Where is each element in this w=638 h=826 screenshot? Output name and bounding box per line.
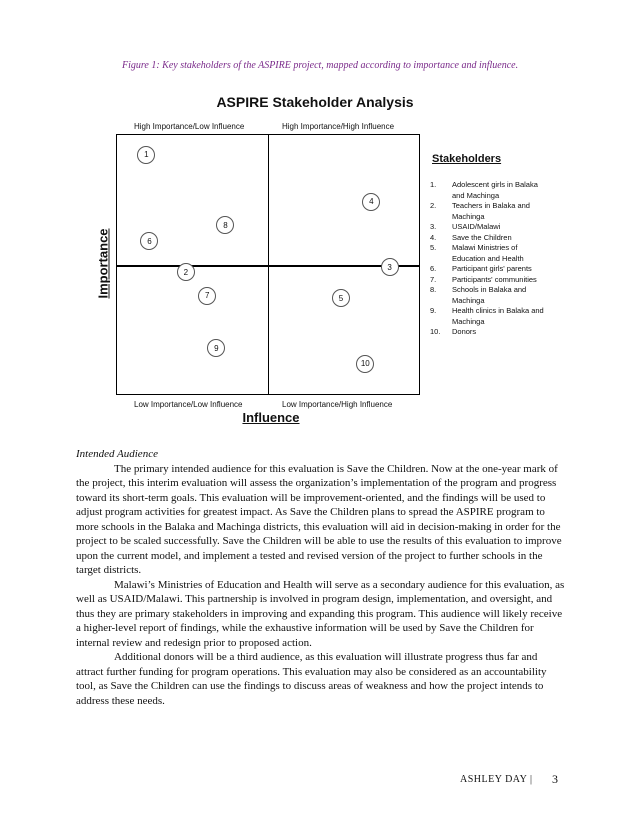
- quadrant-label-bottom-right: Low Importance/High Influence: [282, 400, 393, 409]
- footer-author: ASHLEY DAY |: [460, 774, 533, 785]
- legend-item: [430, 327, 550, 338]
- x-axis-label: Influence: [242, 410, 300, 425]
- legend-item-text: Save the Children: [452, 232, 512, 242]
- legend-item: [430, 180, 550, 201]
- legend-item-text: Participant girls' parents: [452, 264, 532, 273]
- chart-title: ASPIRE Stakeholder Analysis: [216, 94, 414, 110]
- legend-item-number: 7.: [430, 274, 437, 284]
- legend-item: [430, 285, 550, 306]
- legend-item-number: 8.: [430, 285, 437, 294]
- horizontal-divider: [116, 265, 420, 267]
- legend-list: [430, 180, 550, 338]
- legend-item: [430, 201, 550, 222]
- legend-item-number: 10.: [430, 327, 441, 336]
- legend-item: [430, 275, 550, 286]
- legend-item-text: Participants' communities: [452, 274, 537, 284]
- legend-item-number: 5.: [430, 243, 437, 252]
- stakeholder-marker-1: 1: [137, 146, 155, 164]
- legend-item-text: USAID/Malawi: [452, 222, 501, 231]
- stakeholder-marker-6: 6: [140, 232, 158, 250]
- stakeholder-marker-9: 9: [207, 339, 225, 357]
- legend-item-text: Adolescent girls in Balaka and Machinga: [452, 180, 538, 200]
- legend-item: [430, 243, 550, 264]
- paragraph-3: Additional donors will be a third audience, as this evaluation will illustrate progress thus far and attract further funding for program operations. This evaluation may also be considered as an accountability tool, as Save the Children can use the findings to discuss areas of weakness and how the project intends to address these needs.: [76, 651, 547, 707]
- legend-item-text: Donors: [452, 327, 477, 336]
- legend-item-number: 4.: [430, 232, 437, 242]
- quadrant-label-bottom-left: Low Importance/Low Influence: [134, 400, 243, 409]
- legend-item: [430, 222, 550, 233]
- legend-item-text: Teachers in Balaka and Machinga: [452, 201, 530, 221]
- legend-title: Stakeholders: [432, 153, 502, 165]
- legend-item-number: 9.: [430, 306, 437, 315]
- legend-item-text: Schools in Balaka and Machinga: [452, 285, 527, 305]
- legend-item-number: 2.: [430, 201, 437, 210]
- legend-item: [430, 233, 550, 244]
- legend-item-number: 1.: [430, 180, 437, 189]
- figure-caption: Figure 1: Key stakeholders of the ASPIRE project, mapped according to importance and influence.: [122, 60, 519, 71]
- stakeholder-marker-4: 4: [362, 193, 380, 211]
- legend-item-text: Malawi Ministries of Education and Health: [452, 243, 524, 263]
- legend-item-text: Health clinics in Balaka and Machinga: [452, 306, 544, 326]
- stakeholder-marker-8: 8: [216, 216, 234, 234]
- page-number: 3: [552, 772, 558, 786]
- stakeholder-marker-7: 7: [198, 287, 216, 305]
- quadrant-label-top-left: High Importance/Low Influence: [134, 122, 245, 131]
- paragraph-1: The primary intended audience for this evaluation is Save the Children. Now at the one-year mark of the project, this interim evaluation will assess the organization’s implementation of the program and progress toward its short-term goals. This evaluation will be improvement-oriented, and the findings will be used to adjust program activities for greatest impact. As Save the Children plans to spread the ASPIRE program to more schools in the Balaka and Machinga districts, this evaluation will aid in decision-making in order for the project to be scaled successfully. Save the Children will be able to use the results of this evaluation to improve upon the current model, and implement a tested and revised version of the project to further schools in the target districts.: [76, 462, 562, 576]
- stakeholder-marker-3: 3: [381, 258, 399, 276]
- legend-item: [430, 306, 550, 327]
- section-heading: Intended Audience: [76, 448, 158, 460]
- legend-item-number: 6.: [430, 264, 437, 273]
- paragraph-2: Malawi’s Ministries of Education and Health will serve as a secondary audience for this evaluation, as well as USAID/Malawi. This partnership is involved in program design, implementation, and oversight, and thus they are primary stakeholders in improving and expanding this program. This audience will likely receive a higher-level report of findings, while the exhaustive information will be used by Save the Children for internal review and redesign prior to proposed action.: [76, 578, 565, 649]
- y-axis-label: Importance: [95, 228, 111, 299]
- legend-item: [430, 264, 550, 275]
- intended-audience-section: [76, 447, 566, 708]
- legend-item-number: 3.: [430, 222, 437, 231]
- stakeholder-marker-10: 10: [356, 355, 374, 373]
- quadrant-label-top-right: High Importance/High Influence: [282, 122, 395, 131]
- stakeholder-marker-5: 5: [332, 289, 350, 307]
- stakeholder-marker-2: 2: [177, 263, 195, 281]
